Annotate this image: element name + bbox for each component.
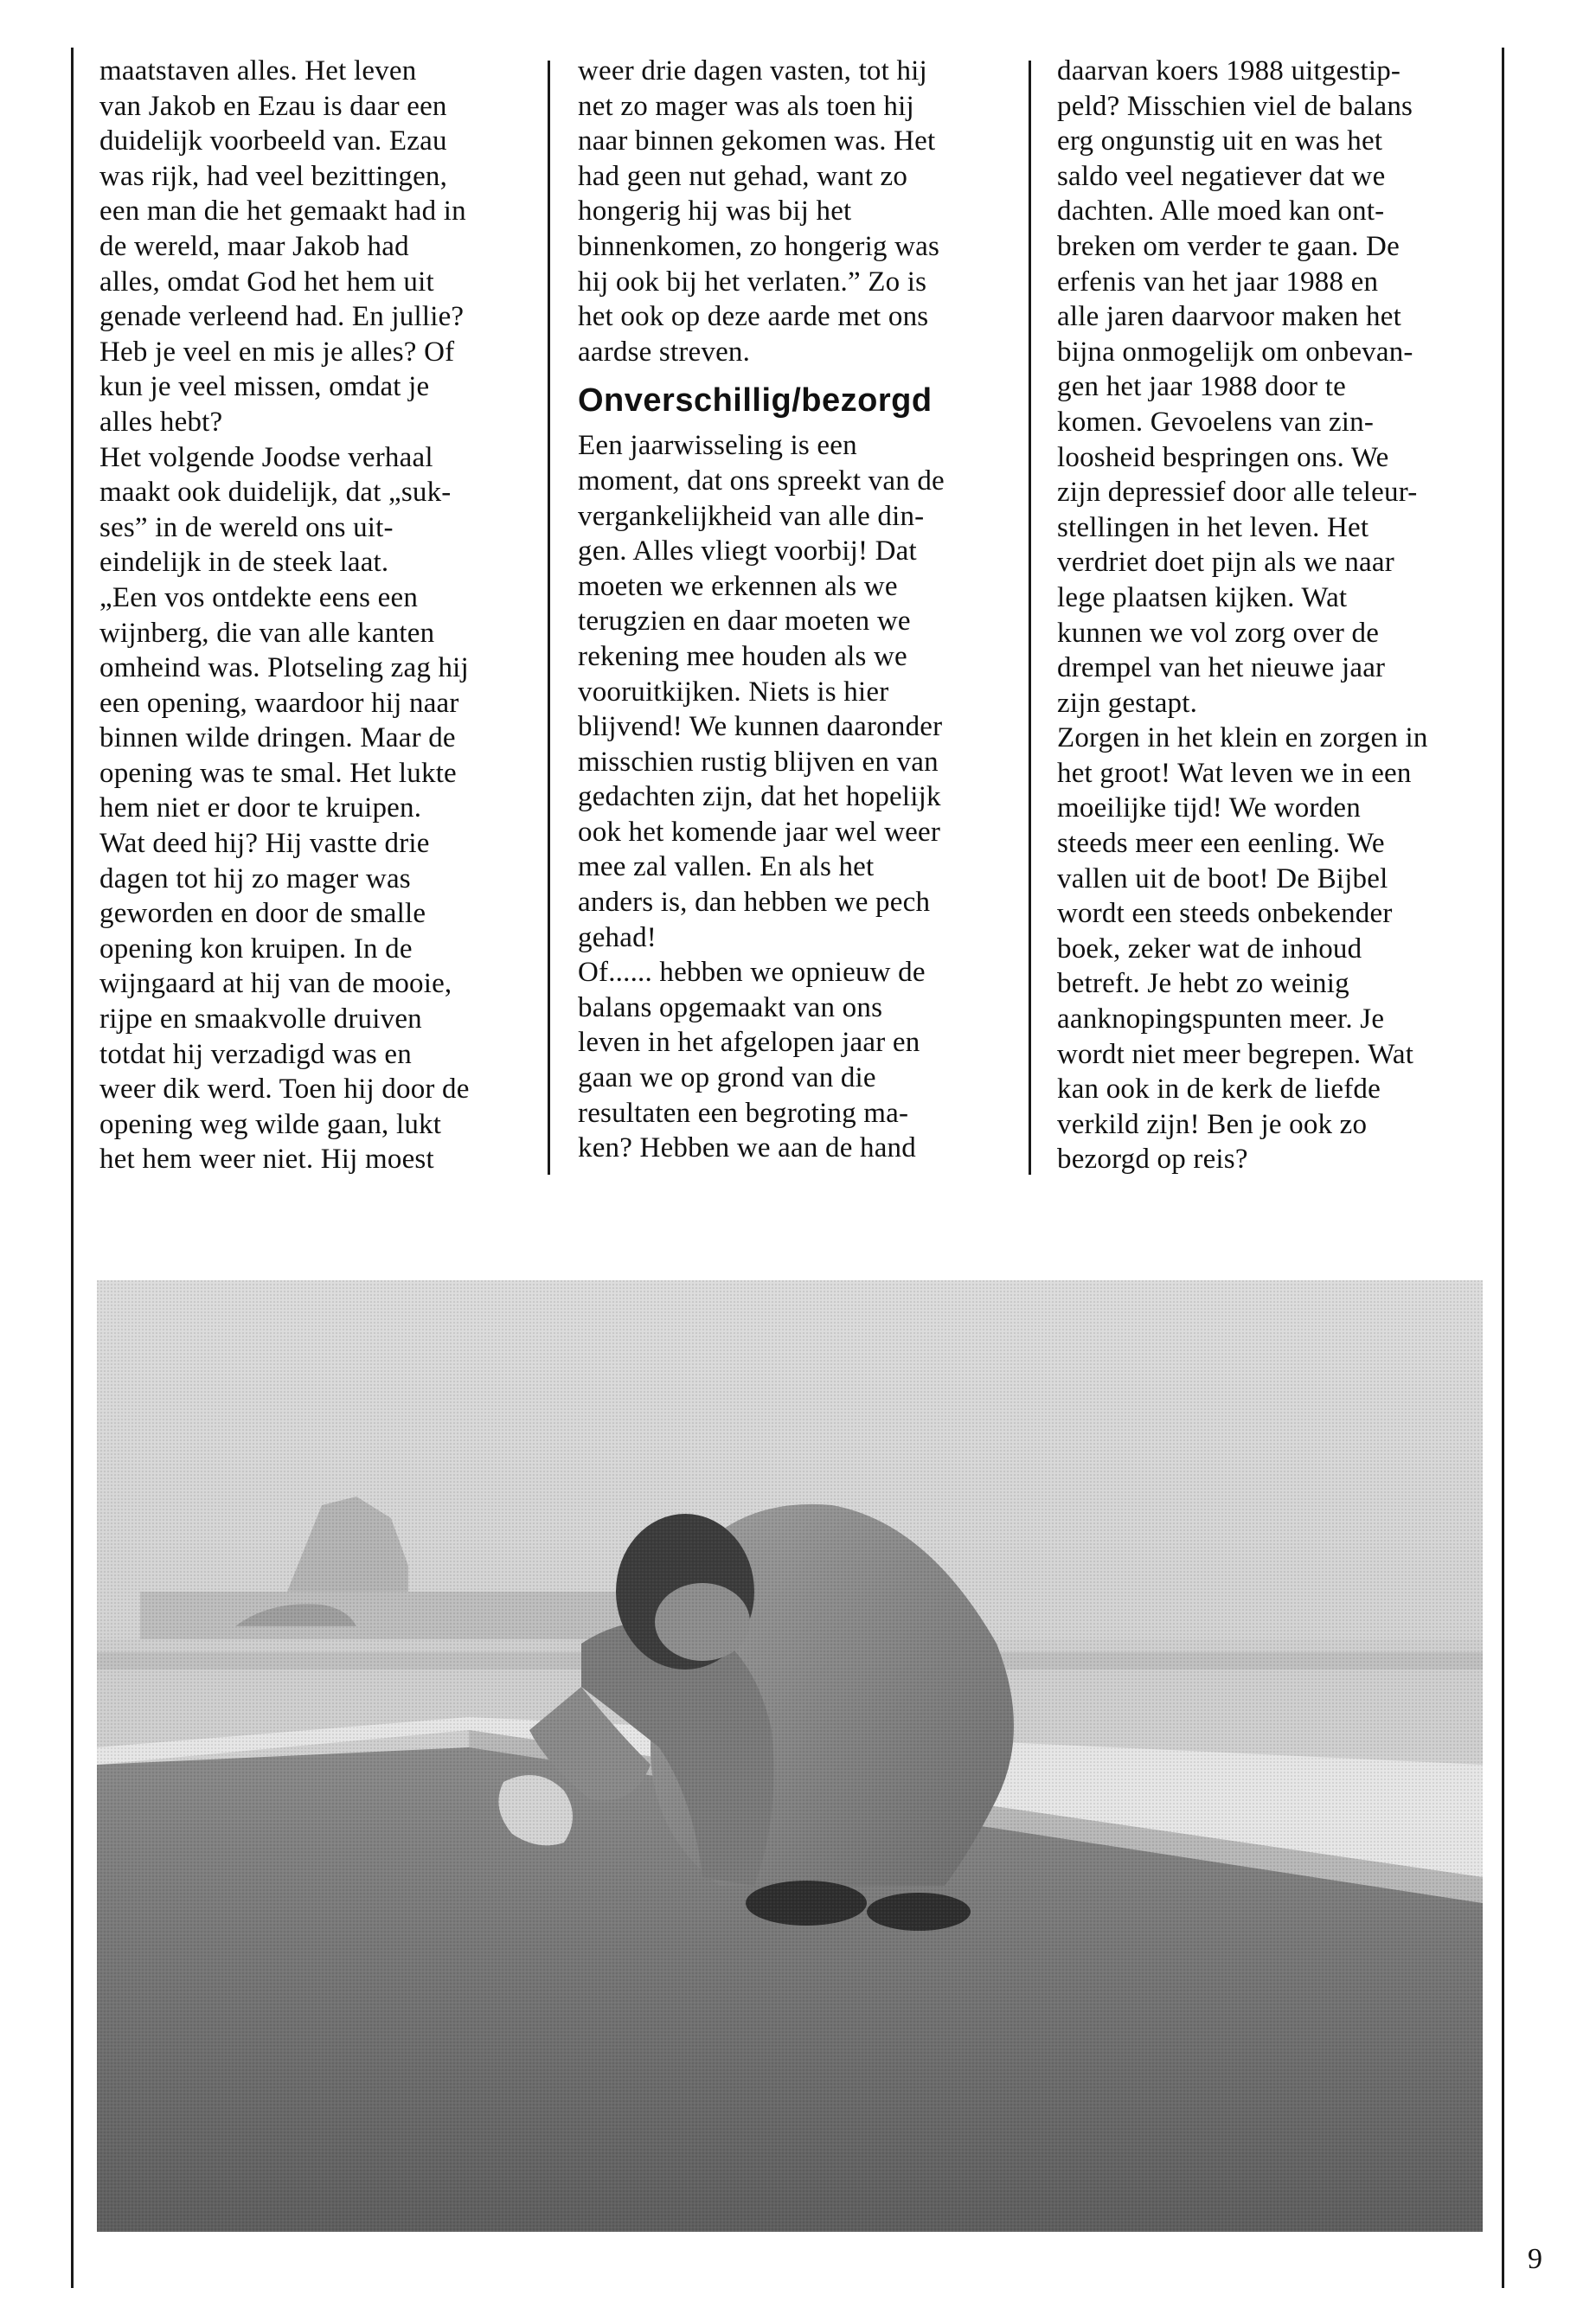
column-1-text-line: van Jakob en Ezau is daar een [99,90,447,122]
column-3-text-line: dachten. Alle moed kan ont- [1057,195,1385,228]
column-3-text-line: stellingen in het leven. Het [1057,511,1369,543]
column-1-text-line: genade verleend had. En jullie? [99,301,465,333]
column-2-text-line: weer drie dagen vasten, tot hij [578,55,927,87]
column-3-text-line: erfenis van het jaar 1988 en [1057,266,1379,298]
column-2-text-line: vergankelijkheid van alle din- [578,500,925,532]
column-3-text-line: peld? Misschien viel de balans [1057,90,1413,122]
column-1-text-line: binnen wilde dringen. Maar de [99,722,456,754]
column-2-text-line: Of...... hebben we opnieuw de [578,957,926,989]
text-column-2 [578,54,1028,1166]
column-2-section-text [578,428,1028,1165]
column-1-text-line: totdat hij verzadigd was en [99,1038,412,1070]
column-2-text-line: gedachten zijn, dat het hopelijk [578,781,941,813]
column-1-text-line: een opening, waardoor hij naar [99,687,459,719]
column-2-text-line: vooruitkijken. Niets is hier [578,676,889,708]
column-2-text-line: misschien rustig blijven en van [578,746,939,778]
column-2-text-line: anders is, dan hebben we pech [578,887,931,919]
column-1-text-line: kun je veel missen, omdat je [99,371,430,403]
column-1-text-line: opening kon kruipen. In de [99,933,413,965]
column-2-text-line: binnenkomen, zo hongerig was [578,230,940,262]
column-2-intro-text [578,54,1028,369]
column-2-text-line: het ook op deze aarde met ons [578,301,929,333]
column-2-text-line: terugzien en daar moeten we [578,606,911,638]
column-2-text-line: resultaten een begroting ma- [578,1097,909,1129]
column-2-text-line: net zo mager was als toen hij [578,90,914,122]
column-1-text-line: hem niet er door te kruipen. [99,792,422,824]
column-2-text-line: gehad! [578,921,657,953]
column-3-text-line: daarvan koers 1988 uitgestip- [1057,55,1401,87]
column-1-text-line: weer dik werd. Toen hij door de [99,1074,470,1106]
column-3-text-line: wordt niet meer begrepen. Wat [1057,1038,1414,1070]
column-3-text-line: kunnen we vol zorg over de [1057,617,1380,649]
column-3-text-line: moeilijke tijd! We worden [1057,792,1361,824]
column-2-text-line: aardse streven. [578,336,751,368]
text-column-1 [99,54,532,1177]
column-3-text-line: vallen uit de boot! De Bijbel [1057,862,1388,894]
column-3-text-line: loosheid bespringen ons. We [1057,441,1389,473]
column-3-text-line: verdriet doet pijn als we naar [1057,547,1394,579]
column-3-text-line: boek, zeker wat de inhoud [1057,933,1362,965]
column-1-text-line: omheind was. Plotseling zag hij [99,652,469,684]
column-3-text-line: alle jaren daarvoor maken het [1057,301,1401,333]
column-1-text-line: een man die het gemaakt had in [99,195,466,228]
column-3-text-line: wordt een steeds onbekender [1057,898,1393,930]
column-2-text-line: gen. Alles vliegt voorbij! Dat [578,535,917,567]
column-1-text-line: rijpe en smaakvolle druiven [99,1003,422,1035]
column-1-text-line: het hem weer niet. Hij moest [99,1144,434,1176]
column-2-text-line: had geen nut gehad, want zo [578,160,908,192]
column-3-text-line: komen. Gevoelens van zin- [1057,406,1375,438]
column-1-text-line: alles hebt? [99,406,223,438]
column-1-text-line: maakt ook duidelijk, dat „suk- [99,477,452,509]
column-2-text-line: leven in het afgelopen jaar en [578,1027,920,1059]
column-2-text-line: naar binnen gekomen was. Het [578,125,936,157]
column-2-text-line: rekening mee houden als we [578,640,907,672]
column-1-text-line: opening was te smal. Het lukte [99,757,457,789]
column-3-text-line: zijn gestapt. [1057,687,1198,719]
column-1-text-line: maatstaven alles. Het leven [99,55,417,87]
column-2-text-line: mee zal vallen. En als het [578,851,875,883]
column-divider-2 [1029,61,1031,1175]
column-3-text-line: saldo veel negatiever dat we [1057,160,1386,192]
left-margin-rule [71,48,74,2288]
column-2-text-line: ken? Hebben we aan de hand [578,1132,916,1164]
column-2-text-line: gaan we op grond van die [578,1062,876,1094]
column-1-text-line: Heb je veel en mis je alles? Of [99,336,455,368]
column-1-text-line: alles, omdat God het hem uit [99,266,434,298]
column-1-text-line: dagen tot hij zo mager was [99,862,411,894]
column-2-text-line: ook het komende jaar wel weer [578,816,941,848]
column-3-text-line: kan ook in de kerk de liefde [1057,1074,1381,1106]
column-3-text-line: het groot! Wat leven we in een [1057,757,1412,789]
column-3-text-line: bijna onmogelijk om onbevan- [1057,336,1413,368]
page-number: 9 [1528,2243,1542,2275]
column-3-text-line: aanknopingspunten meer. Je [1057,1003,1385,1035]
column-3-text-line: breken om verder te gaan. De [1057,230,1400,262]
column-2-text-line: hij ook bij het verlaten.” Zo is [578,266,927,298]
column-3-text-line: zijn depressief door alle teleur- [1057,477,1418,509]
column-2-text-line: hongerig hij was bij het [578,195,852,228]
column-1-text-line: geworden en door de smalle [99,898,426,930]
column-1-text-line: duidelijk voorbeeld van. Ezau [99,125,447,157]
column-1-text-line: Wat deed hij? Hij vastte drie [99,828,430,860]
column-1-text-line: wijngaard at hij van de mooie, [99,968,452,1000]
column-3-text-line: bezorgd op reis? [1057,1144,1248,1176]
text-column-3 [1057,54,1507,1177]
column-1-text-line: „Een vos ontdekte eens een [99,581,419,613]
column-1-text-line: ses” in de wereld ons uit- [99,511,394,543]
column-divider-1 [548,61,550,1175]
column-2-text-line: Een jaarwisseling is een [578,430,857,462]
photo-man-head-down-rooftop [97,1280,1483,2232]
column-1-text-line: wijnberg, die van alle kanten [99,617,435,649]
column-3-text-line: gen het jaar 1988 door te [1057,371,1346,403]
section-heading: Onverschillig/bezorgd [578,382,933,420]
article-photo [97,1280,1483,2232]
column-1-text-line: opening weg wilde gaan, lukt [99,1108,442,1140]
column-1-text-line: de wereld, maar Jakob had [99,230,409,262]
column-3-text-line: steeds meer een eenling. We [1057,828,1385,860]
column-3-text-line: betreft. Je hebt zo weinig [1057,968,1349,1000]
column-3-text-line: lege plaatsen kijken. Wat [1057,581,1348,613]
column-2-text-line: moment, dat ons spreekt van de [578,465,945,497]
column-3-text-line: Zorgen in het klein en zorgen in [1057,722,1428,754]
column-1-text-line: eindelijk in de steek laat. [99,547,389,579]
column-2-text-line: balans opgemaakt van ons [578,991,883,1023]
column-3-text-line: drempel van het nieuwe jaar [1057,652,1386,684]
column-1-text-line: Het volgende Joodse verhaal [99,441,433,473]
column-3-text-line: erg ongunstig uit en was het [1057,125,1383,157]
column-3-text-line: verkild zijn! Ben je ook zo [1057,1108,1368,1140]
column-2-text-line: moeten we erkennen als we [578,570,898,602]
column-1-text-line: was rijk, had veel bezittingen, [99,160,448,192]
column-2-text-line: blijvend! We kunnen daaronder [578,711,943,743]
